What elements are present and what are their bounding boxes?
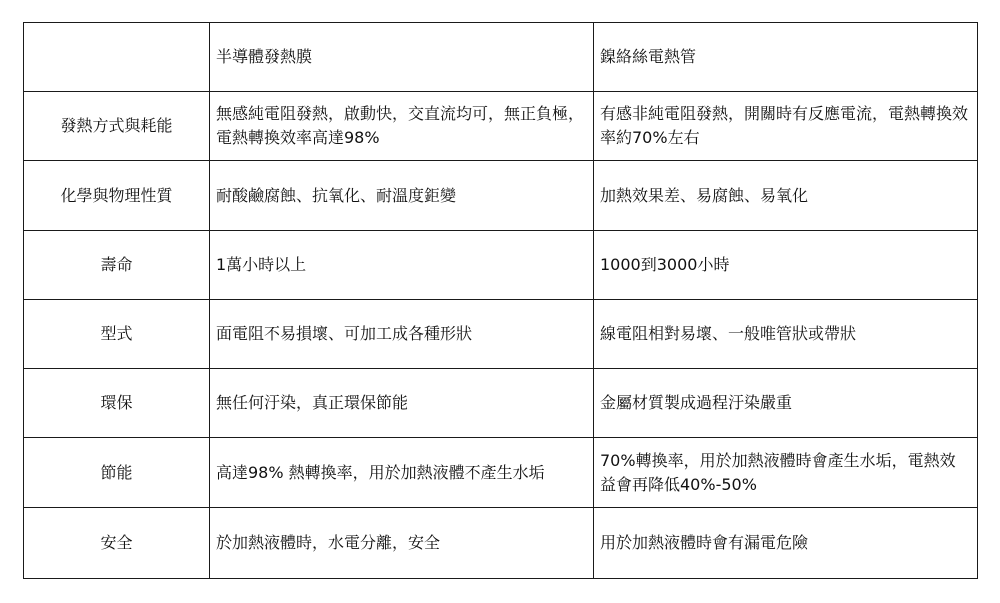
table-row [24,299,978,368]
film-cell: 耐酸鹼腐蝕、抗氧化、耐溫度鉅變 [210,161,594,230]
row-label: 安全 [24,507,210,578]
tube-cell: 加熱效果差、易腐蝕、易氧化 [594,161,978,230]
header-row [24,23,978,92]
film-cell: 無感純電阻發熱，啟動快，交直流均可，無正負極，電熱轉換效率高達98% [210,92,594,161]
table-row [24,507,978,578]
table-row [24,92,978,161]
header-corner-cell [24,23,210,92]
tube-cell: 70%轉換率，用於加熱液體時會產生水垢，電熱效益會再降低40%-50% [594,438,978,507]
header-tube: 鎳絡絲電熱管 [594,23,978,92]
tube-cell: 1000到3000小時 [594,230,978,299]
table-row [24,369,978,438]
row-label: 型式 [24,299,210,368]
comparison-table [23,22,978,579]
film-cell: 無任何汙染，真正環保節能 [210,369,594,438]
tube-cell: 有感非純電阻發熱，開關時有反應電流，電熱轉換效率約70%左右 [594,92,978,161]
tube-cell: 金屬材質製成過程汙染嚴重 [594,369,978,438]
header-film: 半導體發熱膜 [210,23,594,92]
row-label: 發熱方式與耗能 [24,92,210,161]
row-label: 節能 [24,438,210,507]
film-cell: 於加熱液體時，水電分離，安全 [210,507,594,578]
film-cell: 1萬小時以上 [210,230,594,299]
row-label: 壽命 [24,230,210,299]
row-label: 環保 [24,369,210,438]
tube-cell: 線電阻相對易壞、一般唯管狀或帶狀 [594,299,978,368]
tube-cell: 用於加熱液體時會有漏電危險 [594,507,978,578]
table-row [24,230,978,299]
film-cell: 面電阻不易損壞、可加工成各種形狀 [210,299,594,368]
film-cell: 高達98% 熱轉換率，用於加熱液體不產生水垢 [210,438,594,507]
table-row [24,438,978,507]
table-row [24,161,978,230]
row-label: 化學與物理性質 [24,161,210,230]
